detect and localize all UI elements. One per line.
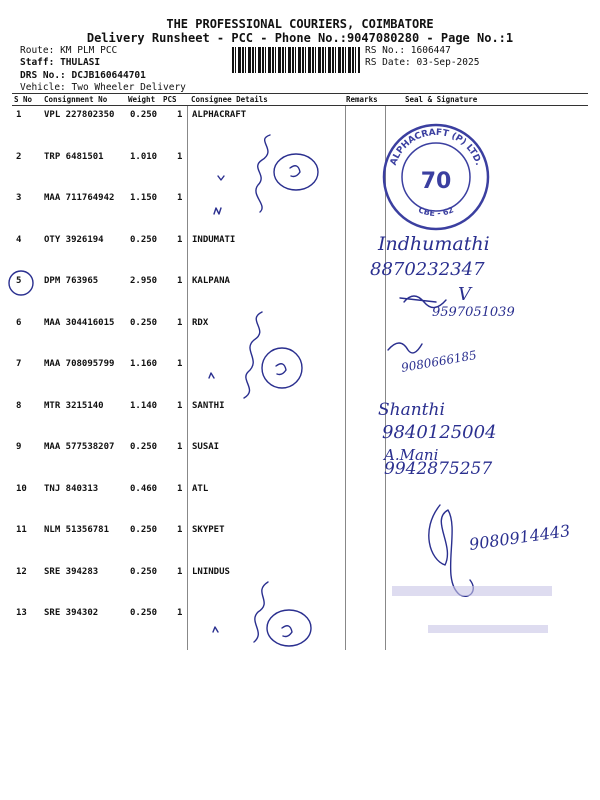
circle-mark-row5 bbox=[9, 271, 33, 295]
cell-consignee: SUSAI bbox=[192, 442, 220, 452]
cell-weight: 2.950 bbox=[130, 276, 158, 286]
svg-text:CBE - 62 bbox=[417, 205, 455, 218]
cell-pcs: 1 bbox=[177, 608, 183, 618]
rs-date-value: 03-Sep-2025 bbox=[416, 57, 480, 68]
cell-consignee: ATL bbox=[192, 483, 209, 494]
cell-consignment: NLM 51356781 bbox=[44, 525, 110, 535]
cell-consignee: SANTHI bbox=[192, 400, 225, 411]
col-weight: Weight bbox=[128, 95, 156, 104]
rs-date-label: RS Date: bbox=[365, 57, 411, 68]
cell-consignee: INDUMATI bbox=[192, 234, 236, 245]
runsheet-subtitle: Delivery Runsheet - PCC - Phone No.:9047080280 - Page No.:1 bbox=[86, 31, 514, 45]
col-consignee: Consignee Details bbox=[191, 95, 268, 104]
cell-pcs: 1 bbox=[177, 151, 183, 162]
cell-sno: 13 bbox=[16, 608, 27, 618]
cell-consignment: TNJ 840313 bbox=[44, 483, 99, 494]
cell-pcs: 1 bbox=[177, 525, 183, 535]
col-consignment: Consignment No bbox=[44, 95, 108, 104]
cell-consignment: SRE 394302 bbox=[44, 608, 99, 618]
cell-consignment: MTR 3215140 bbox=[44, 400, 104, 411]
cell-consignment: VPL 227802350 bbox=[44, 110, 115, 120]
cell-pcs: 1 bbox=[177, 317, 183, 328]
cell-weight: 0.250 bbox=[130, 442, 158, 452]
mark-scribble-1 bbox=[290, 166, 300, 177]
tick-mark-2 bbox=[214, 208, 221, 214]
drs-value: DCJB160644701 bbox=[71, 70, 146, 81]
phone-row7: 9080666185 bbox=[400, 347, 478, 375]
cell-consignment: MAA 577538207 bbox=[44, 442, 115, 452]
cell-sno: 4 bbox=[16, 234, 22, 245]
route-value: KM PLM PCC bbox=[60, 45, 118, 56]
faded-stamp-line-1 bbox=[392, 586, 552, 596]
cell-consignment: OTY 3926194 bbox=[44, 234, 104, 245]
stamp-text-top: ALPHACRAFT (P) LTD. bbox=[388, 127, 484, 167]
cell-sno: 2 bbox=[16, 151, 22, 162]
col-pcs: PCS bbox=[163, 95, 177, 104]
cell-pcs: 1 bbox=[177, 483, 183, 494]
cell-weight: 1.150 bbox=[130, 193, 158, 203]
cell-weight: 0.250 bbox=[130, 566, 158, 577]
stamp-center: 70 bbox=[420, 169, 452, 194]
cell-pcs: 1 bbox=[177, 442, 183, 452]
cell-weight: 0.250 bbox=[130, 525, 158, 535]
cell-weight: 1.160 bbox=[130, 359, 158, 369]
cell-consignee: LNINDUS bbox=[192, 566, 230, 577]
mark-scribble-3 bbox=[282, 626, 292, 637]
cell-weight: 0.250 bbox=[130, 110, 158, 120]
cell-sno: 8 bbox=[16, 400, 22, 411]
faded-stamp-line-2 bbox=[428, 625, 548, 633]
brace-mark-rows2-3 bbox=[256, 135, 270, 212]
signature-row4: Indhumathi bbox=[378, 233, 490, 255]
cell-consignee: SKYPET bbox=[192, 525, 225, 535]
cell-weight: 1.140 bbox=[130, 400, 158, 411]
cell-weight: 0.250 bbox=[130, 234, 158, 245]
cell-consignee: RDX bbox=[192, 317, 209, 328]
cell-consignee: ALPHACRAFT bbox=[192, 110, 247, 120]
staff-value: THULASI bbox=[60, 57, 101, 68]
mark-scribble-2 bbox=[276, 364, 286, 375]
tick-mark-3 bbox=[209, 373, 214, 378]
cell-sno: 11 bbox=[16, 525, 27, 535]
cell-pcs: 1 bbox=[177, 110, 183, 120]
company-stamp bbox=[384, 125, 488, 229]
circled-mark-rows6-7 bbox=[262, 348, 302, 388]
cell-weight: 1.010 bbox=[130, 151, 158, 162]
vehicle-value: Two Wheeler Delivery bbox=[71, 82, 186, 93]
phone-row9: 9942875257 bbox=[384, 459, 493, 479]
brace-mark-rows6-7 bbox=[244, 312, 262, 398]
cell-sno: 7 bbox=[16, 359, 22, 369]
signature-row9: A.Mani bbox=[384, 446, 439, 464]
col-remarks: Remarks bbox=[346, 95, 378, 104]
cell-pcs: 1 bbox=[177, 359, 183, 369]
cell-pcs: 1 bbox=[177, 276, 183, 286]
signature-row6-scribble bbox=[388, 343, 422, 353]
cell-consignment: MAA 711764942 bbox=[44, 193, 115, 203]
route-label: Route: bbox=[20, 45, 55, 56]
circled-mark-rows2-3 bbox=[274, 154, 318, 190]
svg-text:ALPHACRAFT (P) LTD. bbox=[389, 128, 483, 167]
vehicle-label: Vehicle: bbox=[20, 82, 66, 93]
cell-weight: 0.250 bbox=[130, 608, 158, 618]
signature-row5: V bbox=[458, 284, 471, 305]
rs-no-label: RS No.: bbox=[365, 45, 406, 56]
tick-mark-4 bbox=[213, 627, 218, 632]
cell-sno: 12 bbox=[16, 566, 27, 577]
phone-row8: 9840125004 bbox=[382, 422, 497, 443]
cell-consignment: DPM 763965 bbox=[44, 276, 99, 286]
cell-consignee: KALPANA bbox=[192, 276, 230, 286]
cell-consignment: SRE 394283 bbox=[44, 566, 99, 577]
cell-sno: 5 bbox=[16, 276, 22, 286]
stamp-text-bottom: CBE - 62 bbox=[417, 205, 455, 219]
phone-row5: 9597051039 bbox=[432, 305, 515, 320]
cell-weight: 0.250 bbox=[130, 317, 158, 328]
rs-no-value: 1606447 bbox=[410, 45, 451, 56]
cell-pcs: 1 bbox=[177, 566, 183, 577]
staff-label: Staff: bbox=[20, 57, 55, 68]
cell-consignment: TRP 6481501 bbox=[44, 151, 104, 162]
cell-pcs: 1 bbox=[177, 234, 183, 245]
cell-sno: 3 bbox=[16, 193, 22, 203]
drs-label: DRS No.: bbox=[20, 70, 66, 81]
tick-mark-1 bbox=[218, 176, 224, 180]
signature-row11-scribble bbox=[429, 505, 473, 596]
cell-sno: 9 bbox=[16, 442, 22, 452]
cell-sno: 6 bbox=[16, 317, 22, 328]
cell-pcs: 1 bbox=[177, 400, 183, 411]
cell-pcs: 1 bbox=[177, 193, 183, 203]
cell-weight: 0.460 bbox=[130, 483, 158, 494]
cell-consignment: MAA 708095799 bbox=[44, 359, 115, 369]
cell-sno: 10 bbox=[16, 483, 27, 494]
col-sno: S No bbox=[14, 95, 33, 104]
phone-row11: 9080914443 bbox=[467, 520, 572, 554]
cell-sno: 1 bbox=[16, 110, 22, 120]
circled-mark-row13 bbox=[267, 610, 311, 646]
cell-consignment: MAA 304416015 bbox=[44, 317, 115, 328]
brace-mark-row13 bbox=[254, 582, 268, 642]
phone-row4: 8870232347 bbox=[370, 259, 485, 280]
col-seal: Seal & Signature bbox=[405, 95, 478, 104]
signature-row8: Shanthi bbox=[378, 400, 445, 420]
company-title: THE PROFESSIONAL COURIERS, COIMBATORE bbox=[166, 17, 434, 31]
